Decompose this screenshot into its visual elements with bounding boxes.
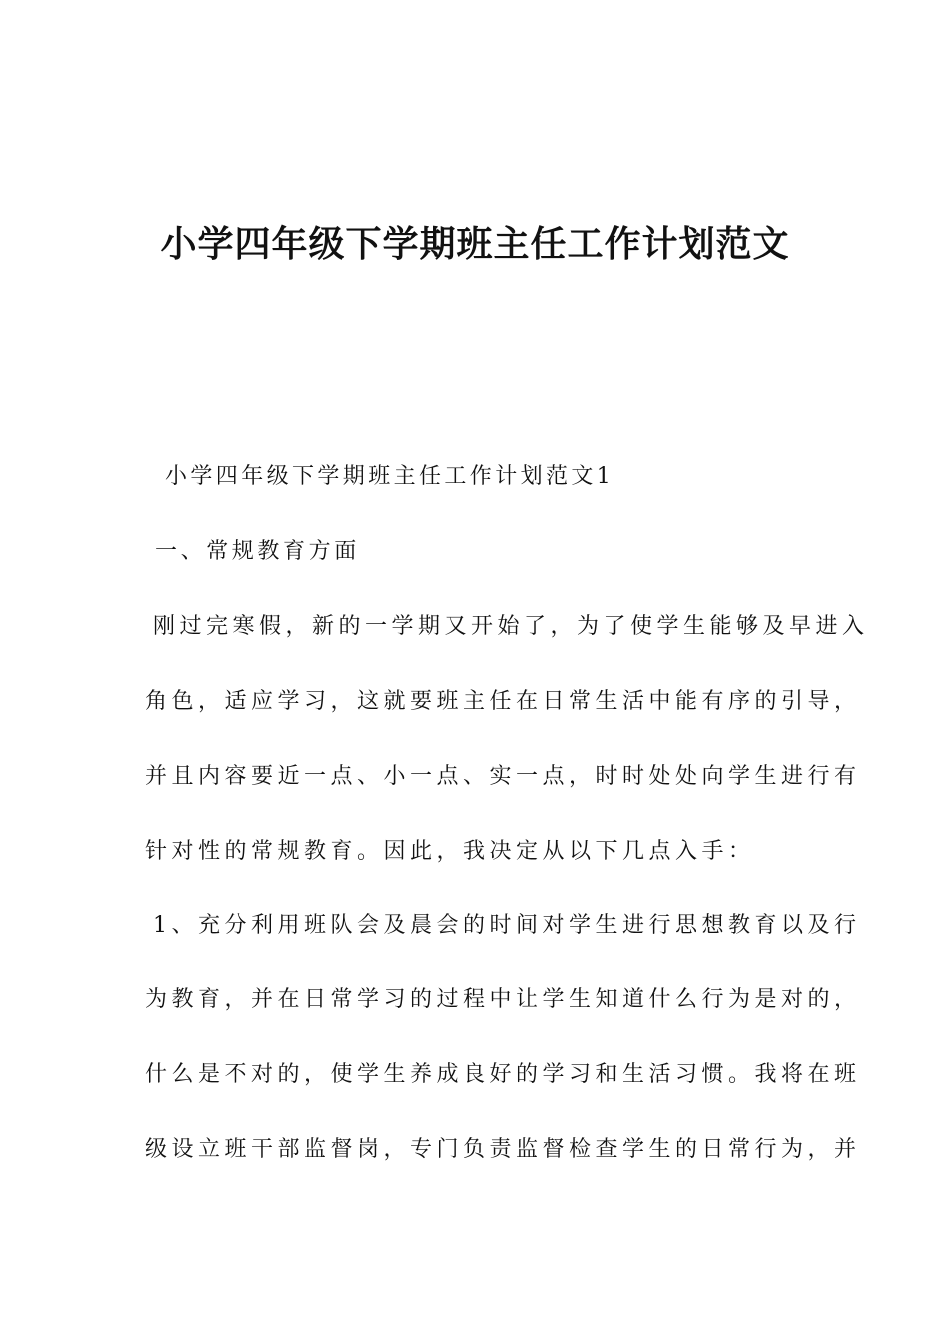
paragraph-line: 级设立班干部监督岗，专门负责监督检查学生的日常行为，并 — [145, 1137, 861, 1162]
paragraph-line: 1、充分利用班队会及晨会的时间对学生进行思想教育以及行 — [153, 913, 861, 938]
paragraph-line: 并且内容要近一点、小一点、实一点，时时处处向学生进行有 — [145, 764, 861, 789]
paragraph-line: 刚过完寒假，新的一学期又开始了，为了使学生能够及早进入 — [153, 614, 869, 639]
paragraph-line: 角色，适应学习，这就要班主任在日常生活中能有序的引导， — [145, 689, 861, 714]
document-subtitle: 小学四年级下学期班主任工作计划范文1 — [165, 464, 615, 489]
section-heading: 一、常规教育方面 — [155, 539, 360, 564]
document-title: 小学四年级下学期班主任工作计划范文 — [160, 224, 790, 265]
paragraph-line: 为教育，并在日常学习的过程中让学生知道什么行为是对的， — [145, 987, 861, 1012]
paragraph-line: 什么是不对的，使学生养成良好的学习和生活习惯。我将在班 — [145, 1062, 861, 1087]
paragraph-line: 针对性的常规教育。因此，我决定从以下几点入手： — [145, 839, 755, 864]
